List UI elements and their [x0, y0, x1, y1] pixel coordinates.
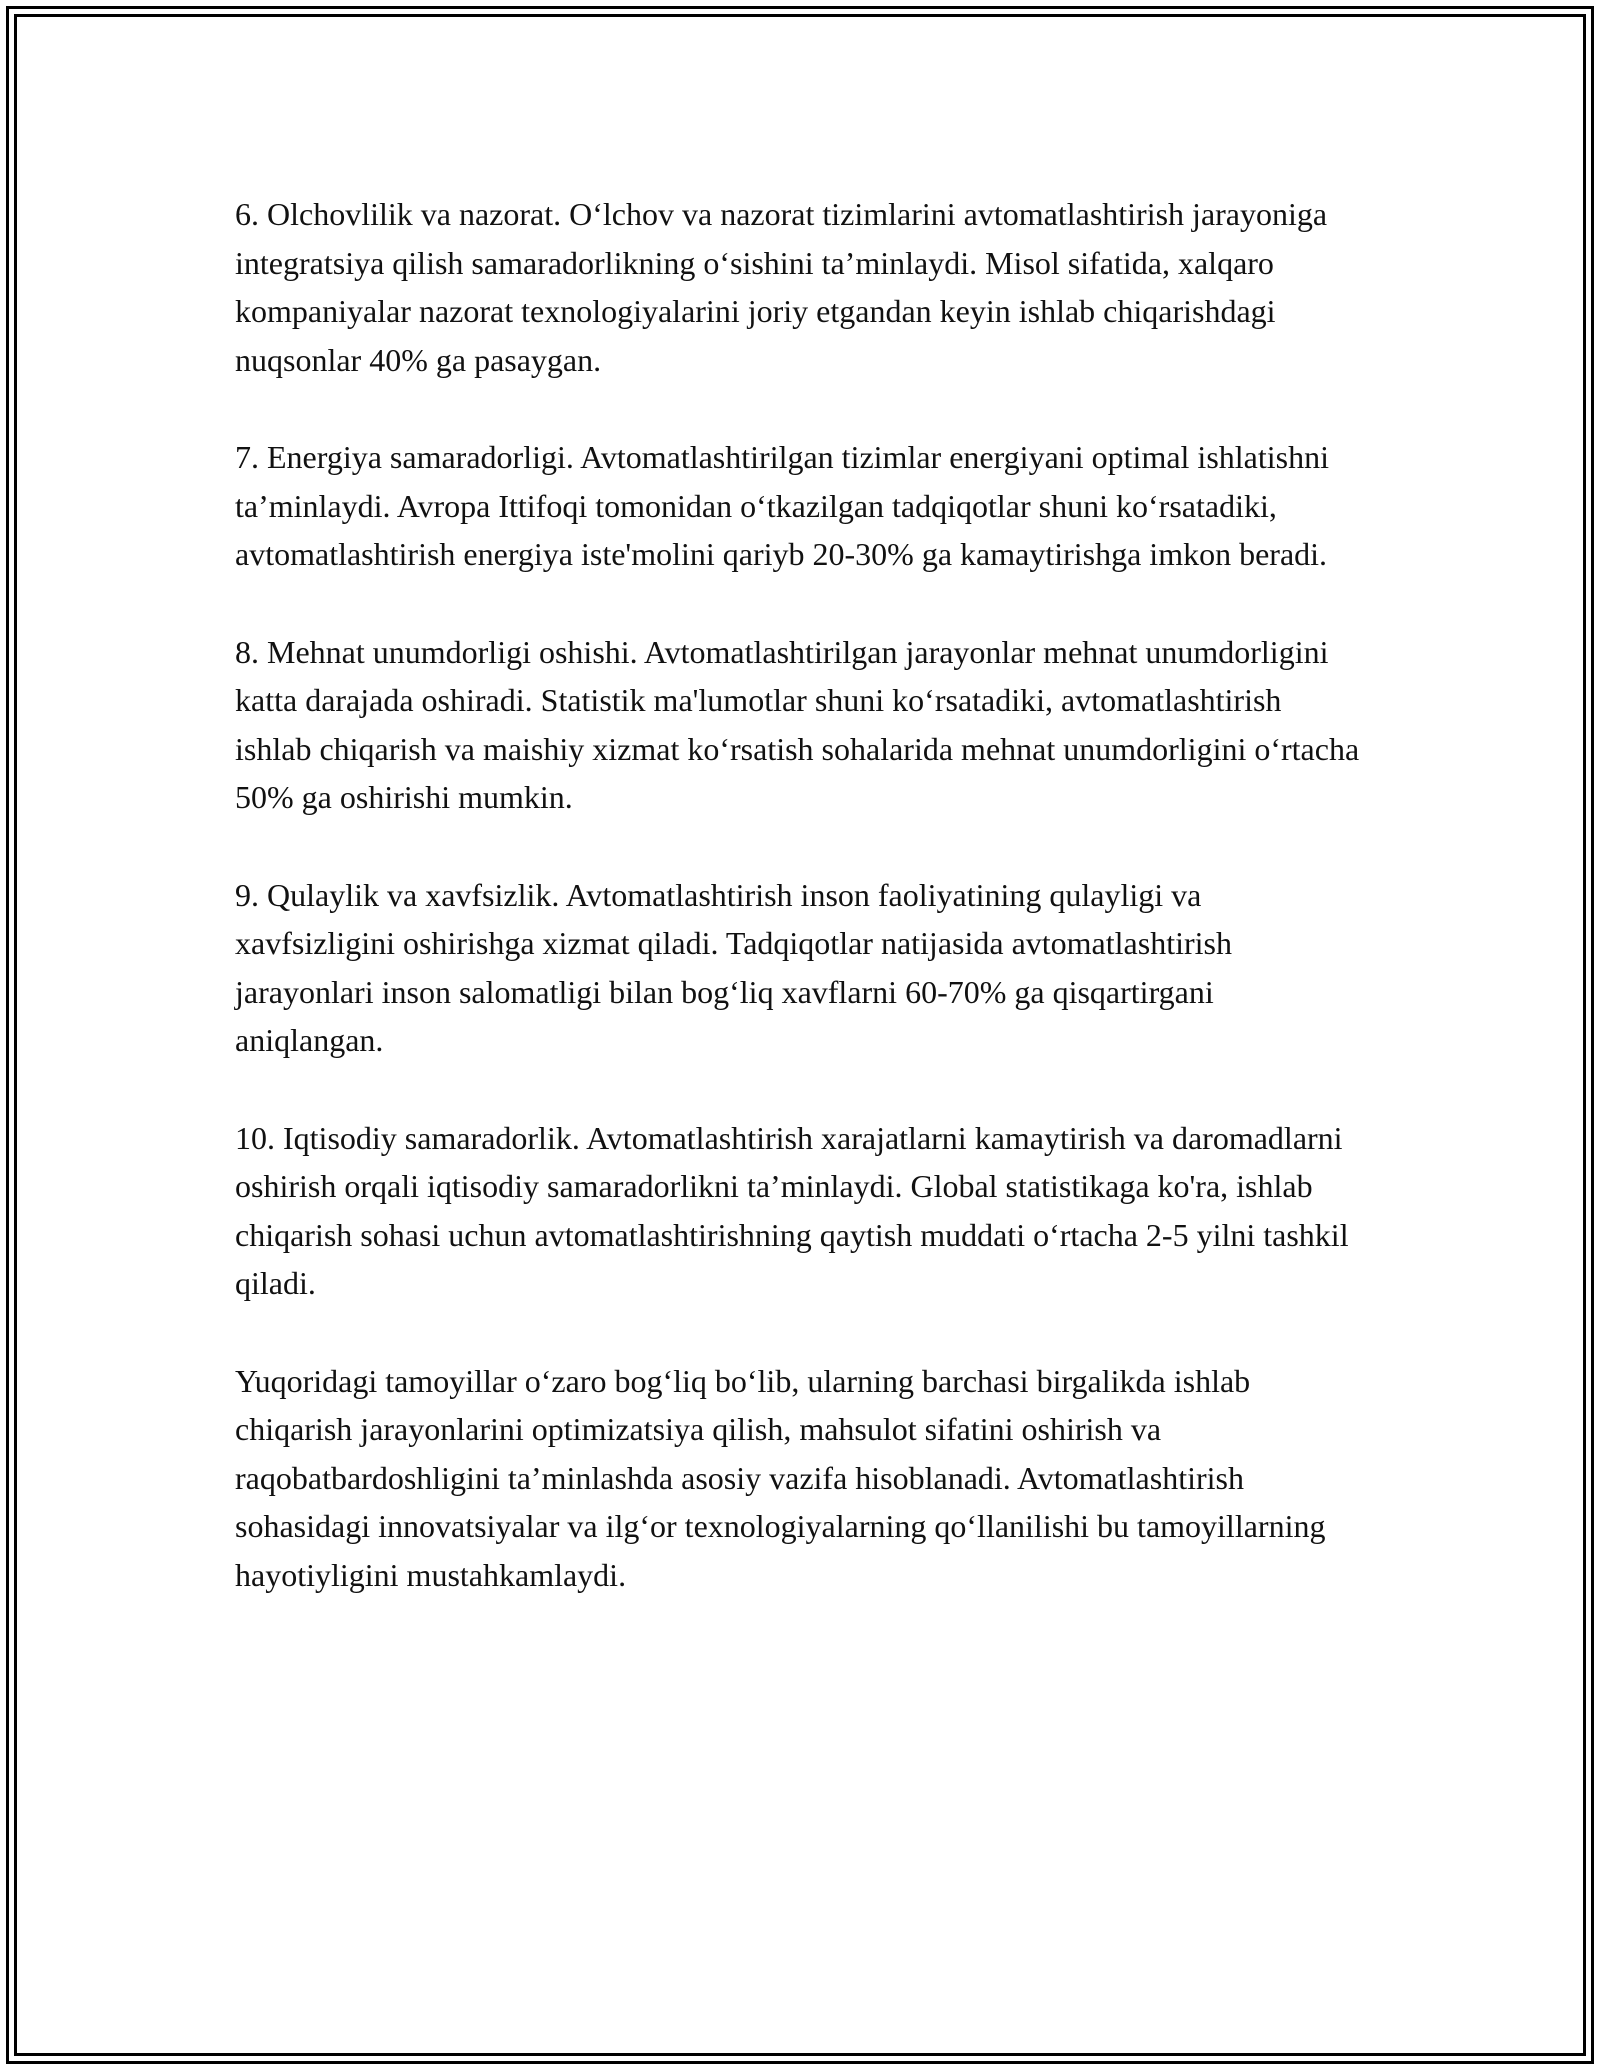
paragraph-conclusion: Yuqoridagi tamoyillar o‘zaro bog‘liq bo‘lib, ularning barchasi birgalikda ishlab chiqarish jarayonlarini optimizatsiya qilish, mahsulot sifatini oshirish va raqobatbardoshligini ta’minlashda asosiy vazifa hisoblanadi. Avtomatlashtirish sohasidagi innovatsiyalar va ilg‘or texnologiyalarning qo‘llanilishi bu tamoyillarning hayotiyligini mustahkamlaydi. [235, 1362, 1326, 1593]
paragraph-energy-efficiency: 7. Energiya samaradorligi. Avtomatlashtirilgan tizimlar energiyani optimal ishlatishni ta’minlaydi. Avropa Ittifoqi tomonidan o‘tkazilgan tadqiqotlar shuni ko‘rsatadiki, avtomatlashtirish energiya iste'molini qariyb 20-30% ga kamaytirishga imkon beradi. [235, 439, 1329, 572]
document-body [235, 190, 1365, 1648]
paragraph-labor-productivity: 8. Mehnat unumdorligi oshishi. Avtomatlashtirilgan jarayonlar mehnat unumdorligini katta darajada oshiradi. Statistik ma'lumotlar shuni ko‘rsatadiki, avtomatlashtirish ishlab chiqarish va maishiy xizmat ko‘rsatish sohalarida mehnat unumdorligini o‘rtacha 50% ga oshirishi mumkin. [235, 633, 1360, 815]
paragraph-measurement-control: 6. Olchovlilik va nazorat. O‘lchov va nazorat tizimlarini avtomatlashtirish jarayoniga integratsiya qilish samaradorlikning o‘sishini ta’minlaydi. Misol sifatida, xalqaro kompaniyalar nazorat texnologiyalarini joriy etgandan keyin ishlab chiqarishdagi nuqsonlar 40% ga pasaygan. [235, 196, 1328, 378]
paragraph-economic-efficiency: 10. Iqtisodiy samaradorlik. Avtomatlashtirish xarajatlarni kamaytirish va daromadlarni oshirish orqali iqtisodiy samaradorlikni ta’minlaydi. Global statistikaga ko'ra, ishlab chiqarish sohasi uchun avtomatlashtirishning qaytish muddati o‘rtacha 2-5 yilni tashkil qiladi. [235, 1119, 1349, 1301]
paragraph-convenience-safety: 9. Qulaylik va xavfsizlik. Avtomatlashtirish inson faoliyatining qulayligi va xavfsizligini oshirishga xizmat qiladi. Tadqiqotlar natijasida avtomatlashtirish jarayonlari inson salomatligi bilan bog‘liq xavflarni 60-70% ga qisqartirgani aniqlangan. [235, 876, 1232, 1058]
